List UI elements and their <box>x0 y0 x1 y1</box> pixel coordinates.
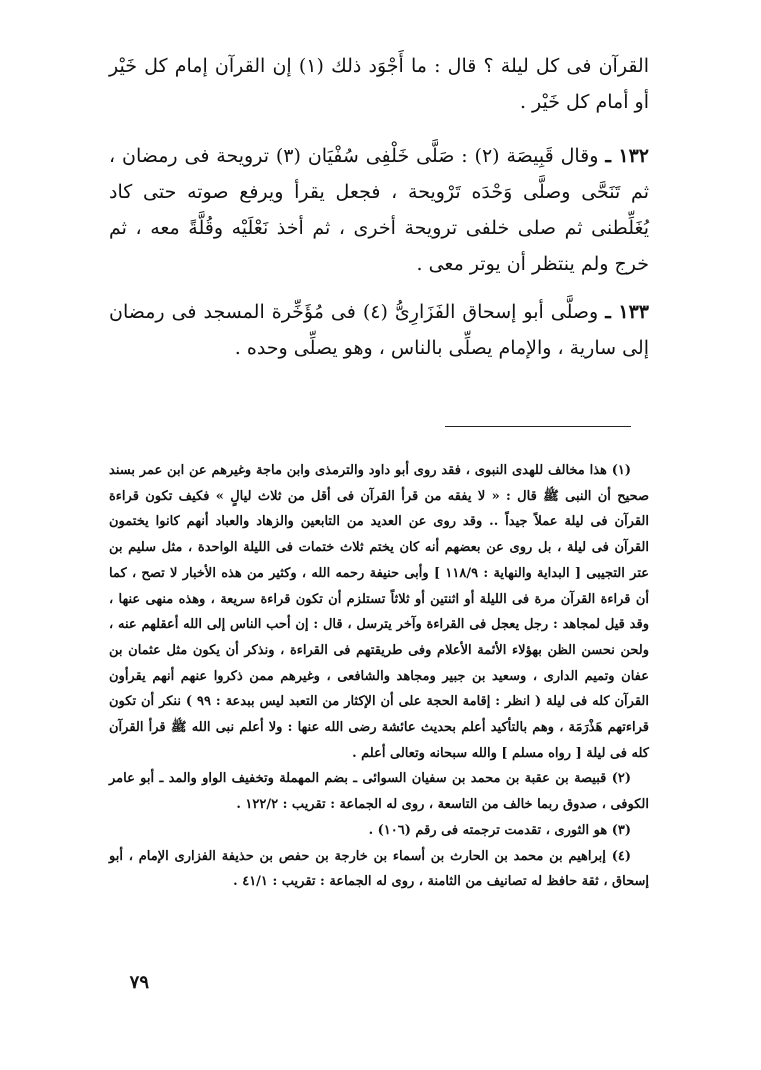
footnotes <box>109 458 649 895</box>
footnote-2: (٢) قبيصة بن عقبة بن محمد بن سفيان السوائى ـ بضم المهملة وتخفيف الواو والمد ـ أبو عامر الكوفى ، صدوق ربما خالف من التاسعة ، روى له الجماعة : تقريب : ١٢٢/٢ . <box>109 771 649 813</box>
paragraph-text: وصلَّى أبو إسحاق الفَزَارِىُّ (٤) فى مُؤَخِّرة المسجد فى رمضان إلى سارية ، والإمام يصلِّى بالناس ، وهو يصلِّى وحده . <box>109 301 649 359</box>
paragraph-text: وقال قَبِيصَة (٢) : صَلَّى خَلْفِى سُفْيَان (٣) ترويحة فى رمضان ، ثم تَنَحَّى وصلَّى وَحْدَه تَرْويحة ، فجعل يقرأ ويرفع صوته حتى كاد يُغَلِّطنى ثم صلى خلفى ترويحة أخرى ، ثم أخذ نَعْلَيْه وقُلَّةً معه ، ثم خرج ولم ينتظر أن يوتر معى . <box>109 145 649 275</box>
footnote-4: (٤) إبراهيم بن محمد بن الحارث بن أسماء بن خارجة بن حفص بن حذيفة الفزارى الإمام ، أبو إسحاق ، ثقة حافظ له تصانيف من الثامنة ، روى له الجماعة : تقريب : ٤١/١ . <box>109 848 649 890</box>
paragraph-number: ١٣٣ ـ <box>605 301 650 323</box>
paragraph-text: القرآن فى كل ليلة ؟ قال : ما أَجْوَد ذلك (١) إن القرآن إمام كل خَيْر أو أمام كل خَيْر . <box>109 55 649 113</box>
main-text <box>109 48 649 378</box>
footnote-3: (٣) هو الثورى ، تقدمت ترجمته فى رقم (١٠٦) . <box>368 822 631 838</box>
paragraph-132 <box>109 138 649 282</box>
footnote-1: (١) هذا مخالف للهدى النبوى ، فقد روى أبو داود والترمذى وابن ماجة وغيرهم عن ابن عمر بسند صحيح أن النبى ﷺ قال : « لا يفقه من قرأ القرآن فى أقل من ثلاث ليالٍ » فكيف تكون قراءة القرآن فى ليلة عملاً جيداً .. وقد روى عن العديد من التابعين والزهاد والعباد أنهم كانوا يختمون القرآن فى ليلة ، بل روى عن بعضهم أنه كان يختم ثلاث ختمات فى الليلة الواحدة ، مثل سليم بن عتر التجيبى [ البداية والنهاية : ١١٨/٩ ] وأبى حنيفة رحمه الله ، وكثير من هذه الأخبار لا تصح ، كما أن قراءة القرآن مرة فى الليلة أو اثنتين أو ثلاثاً تستلزم أن تكون قراءة سريعة ، وهذه منهى عنها ، وقد قيل لمجاهد : رجل يعجل فى القراءة وآخر يترسل ، قال : إن أحب الناس إلى الله أعقلهم عنه ، ولحن نحسن الظن بهؤلاء الأئمة الأعلام وفى طريقتهم فى القراءة ، ونذكر أن يكون مثل عثمان بن عفان وتميم الدارى ، وسعيد بن جبير ومجاهد والشافعى ، وغيرهم ممن ذكروا عنهم أنهم يقرأون القرآن كله فى ليلة ( انظر : إقامة الحجة على أن الإكثار من التعبد ليس ببدعة : ٩٩ ) ننكر أن تكون قراءتهم هَذْرَمَة ، وهم بالتأكيد أعلم بحديث عائشة رضى الله عنها : ولا أعلم نبى الله ﷺ قرأ القرآن كله فى ليلة [ رواه مسلم ] والله سبحانه وتعالى أعلم . <box>109 463 649 761</box>
page-number: ٧٩ <box>129 972 149 993</box>
paragraph-continued <box>109 48 649 120</box>
paragraph-133 <box>109 294 649 366</box>
paragraph-number: ١٣٢ ـ <box>605 145 649 167</box>
footnote-divider <box>445 426 631 427</box>
